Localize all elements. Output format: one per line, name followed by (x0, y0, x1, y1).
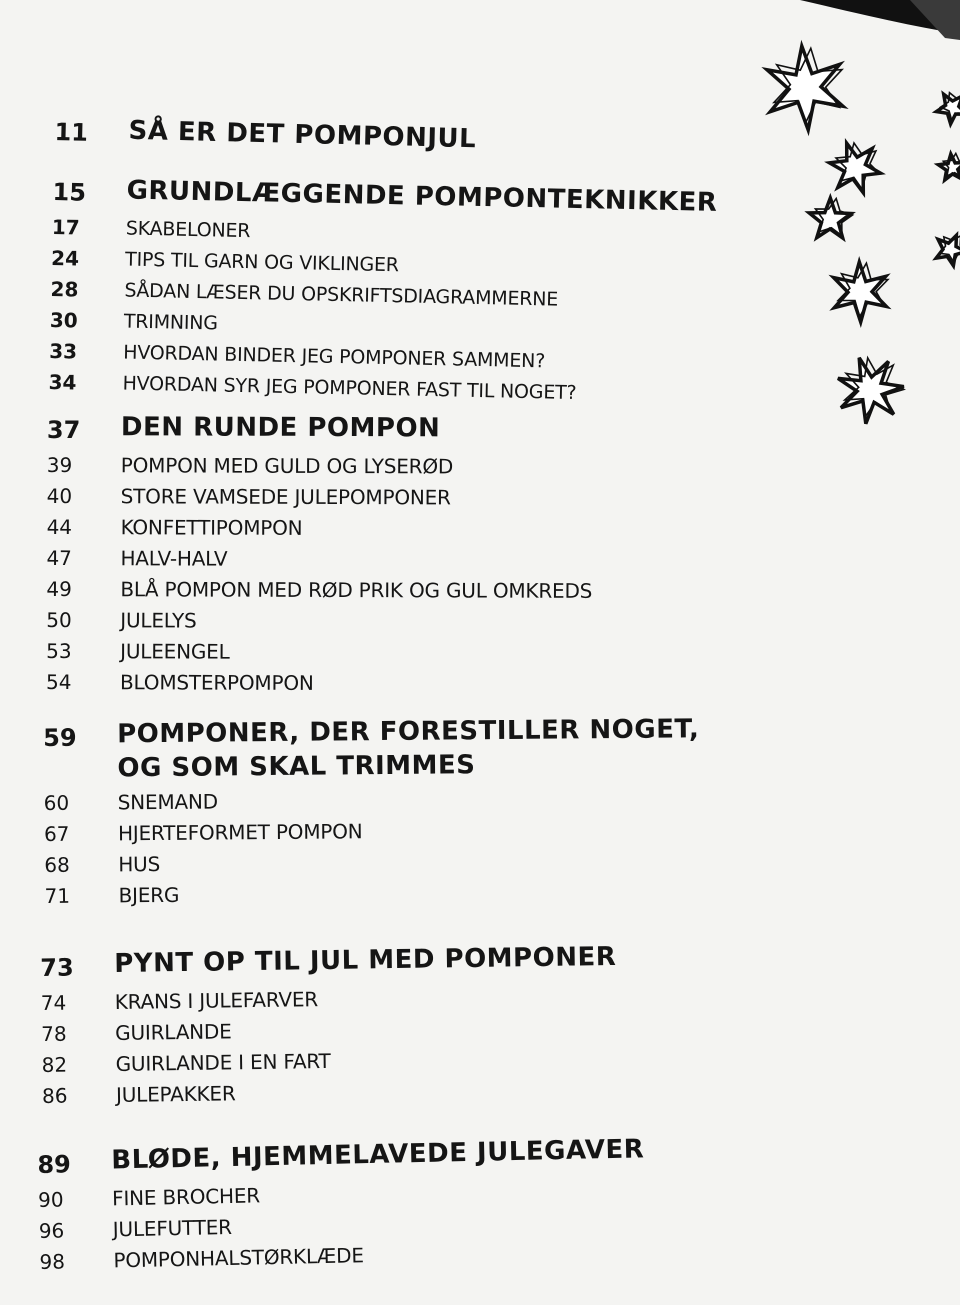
entry-title: SÅDAN LÆSER DU OPSKRIFTSDIAGRAMMERNE (124, 279, 559, 311)
entry-page-number: 60 (43, 790, 70, 815)
toc-entry (47, 450, 807, 484)
entry-title: GUIRLANDE I EN FART (115, 1048, 331, 1076)
chapter-title: SÅ ER DET POMPONJUL (128, 115, 477, 155)
entry-title: JULELYS (120, 608, 197, 633)
entry-title: POMPONHALSTØRKLÆDE (113, 1243, 365, 1273)
toc-section (43, 711, 805, 912)
entry-page-number: 78 (41, 1021, 67, 1046)
chapter-page-number: 15 (52, 177, 87, 207)
chapter-page-number: 37 (46, 415, 81, 445)
toc-entry (46, 636, 806, 670)
toc-section (48, 172, 813, 414)
entry-page-number: 50 (46, 607, 72, 633)
chapter-title: DEN RUNDE POMPON (120, 412, 441, 444)
chapter-page-number: 73 (40, 953, 74, 982)
entry-title: SNEMAND (117, 789, 219, 815)
toc-entry (46, 543, 806, 577)
entry-page-number: 96 (38, 1218, 65, 1243)
chapter-title: PYNT OP TIL JUL MED POMPONER (114, 941, 617, 979)
toc-entry (46, 574, 806, 608)
entry-title: HJERTEFORMET POMPON (117, 819, 363, 846)
entry-page-number: 49 (46, 576, 72, 602)
star-icon (938, 154, 960, 180)
star-decoration (720, 0, 960, 460)
entry-title: TIPS TIL GARN OG VIKLINGER (124, 248, 400, 277)
entry-page-number: 47 (46, 545, 72, 571)
entry-page-number: 30 (49, 307, 78, 333)
entry-page-number: 90 (37, 1187, 64, 1212)
entry-title: JULEPAKKER (115, 1081, 236, 1107)
entry-title: JULEFUTTER (112, 1214, 233, 1242)
entry-page-number: 44 (46, 514, 73, 540)
entry-title: KONFETTIPOMPON (120, 515, 303, 540)
star-icon (809, 198, 851, 238)
entry-page-number: 24 (50, 245, 80, 271)
entry-title: KRANS I JULEFARVER (114, 987, 319, 1014)
entry-title: GUIRLANDE (115, 1019, 232, 1045)
entry-page-number: 82 (41, 1052, 68, 1077)
toc-chapter-heading (47, 410, 807, 453)
entry-title: HVORDAN SYR JEG POMPONER FAST TIL NOGET? (122, 372, 577, 405)
entry-page-number: 86 (41, 1083, 68, 1108)
entry-page-number: 53 (46, 638, 72, 664)
toc-entry (47, 512, 807, 546)
entry-title: JULEENGEL (120, 639, 230, 664)
entry-page-number: 33 (48, 338, 78, 364)
chapter-page-number: 11 (54, 117, 89, 147)
toc-section (37, 1129, 800, 1278)
entry-title: HUS (118, 851, 161, 877)
chapter-page-number: 59 (43, 723, 77, 752)
entry-title: BLOMSTERPOMPON (120, 670, 314, 695)
toc-entry (46, 667, 806, 701)
entry-title: BLÅ POMPON MED RØD PRIK OG GUL OMKREDS (120, 577, 593, 603)
star-icon (936, 235, 960, 265)
entry-page-number: 28 (50, 276, 79, 302)
entry-page-number: 74 (40, 990, 67, 1015)
entry-title: BJERG (118, 882, 180, 908)
entry-page-number: 34 (48, 369, 77, 395)
entry-title: HALV-HALV (120, 546, 228, 571)
entry-title: TRIMNING (123, 310, 219, 335)
toc-section (40, 937, 802, 1112)
entry-page-number: 98 (39, 1249, 66, 1274)
toc-section (54, 112, 815, 171)
star-icon (838, 358, 904, 424)
entry-title: SKABELONER (125, 217, 251, 243)
toc-chapter-heading (54, 112, 815, 171)
entry-title: POMPON MED GULD OG LYSERØD (120, 453, 454, 479)
toc-section (46, 410, 807, 701)
star-icon (830, 143, 881, 192)
chapter-title: BLØDE, HJEMMELAVEDE JULEGAVER (111, 1134, 645, 1176)
chapter-page-number: 89 (37, 1150, 72, 1179)
entry-page-number: 39 (46, 452, 73, 478)
toc-entry (44, 874, 804, 912)
entry-page-number: 68 (44, 852, 70, 877)
entry-title: FINE BROCHER (111, 1183, 261, 1211)
chapter-title: POMPONER, DER FORESTILLER NOGET, OG SOM SKAL TRIMMES (117, 714, 700, 784)
entry-title: STORE VAMSEDE JULEPOMPONER (120, 484, 451, 510)
entry-title: HVORDAN BINDER JEG POMPONER SAMMEN? (123, 341, 546, 373)
star-icon (834, 262, 887, 322)
entry-page-number: 17 (51, 214, 80, 240)
chapter-title: GRUNDLÆGGENDE POMPONTEKNIKKER (126, 175, 718, 218)
entry-page-number: 67 (43, 821, 70, 846)
toc-entry (46, 605, 806, 639)
toc-entry (47, 481, 807, 515)
entry-page-number: 71 (44, 883, 71, 908)
toc-chapter-heading (43, 711, 804, 788)
entry-page-number: 54 (46, 669, 72, 695)
entry-page-number: 40 (46, 483, 73, 509)
